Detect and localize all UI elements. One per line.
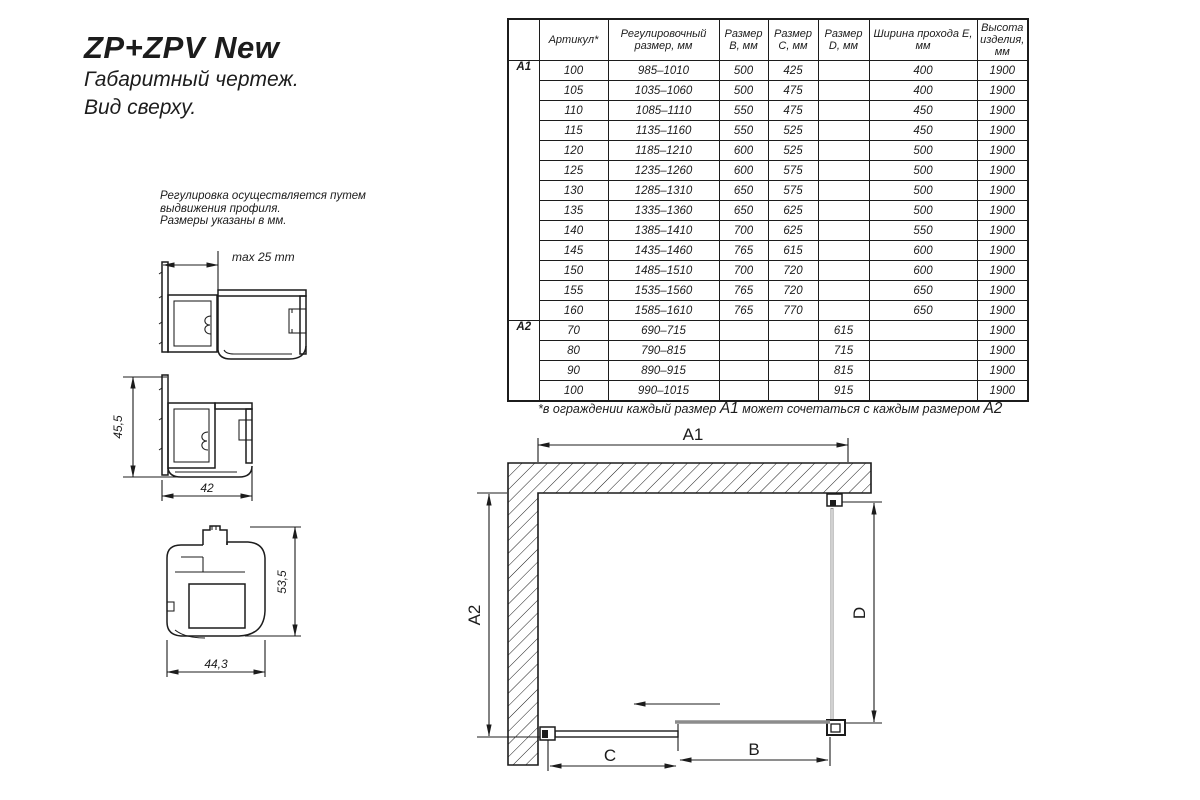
table-cell: 125 [539, 161, 608, 181]
table-cell [818, 241, 869, 261]
table-row [508, 341, 1028, 361]
table-cell: 1900 [977, 141, 1028, 161]
walls-hatched [508, 463, 871, 765]
table-cell: 815 [818, 361, 869, 381]
dim-label-height2: 45,5 [111, 415, 125, 439]
table-cell: 890–915 [608, 361, 719, 381]
table-cell: 475 [768, 81, 818, 101]
table-cell [818, 161, 869, 181]
table-row [508, 321, 1028, 341]
wall-profile2-outline [159, 375, 252, 477]
table-row [508, 221, 1028, 241]
note-line3: Размеры указаны в мм. [160, 215, 287, 227]
table-cell: 525 [768, 141, 818, 161]
table-cell: 500 [719, 81, 768, 101]
model-title: ZP+ZPV New [84, 30, 280, 65]
footnote-a1: А1 [719, 400, 739, 417]
table-cell: 690–715 [608, 321, 719, 341]
table-cell [818, 81, 869, 101]
table-cell: 575 [768, 181, 818, 201]
table-cell: 720 [768, 261, 818, 281]
table-cell: 1900 [977, 281, 1028, 301]
table-body [508, 61, 1028, 402]
plan-label-a2: A2 [465, 604, 484, 626]
table-cell [818, 201, 869, 221]
dimension-a1 [538, 425, 848, 462]
table-cell: 715 [818, 341, 869, 361]
dim-label-width2: 42 [200, 481, 214, 495]
table-cell: 985–1010 [608, 61, 719, 81]
table-cell: 145 [539, 241, 608, 261]
size-table [507, 18, 1029, 402]
table-cell: 765 [719, 281, 768, 301]
table-cell: 550 [719, 101, 768, 121]
table-cell: 550 [719, 121, 768, 141]
table-row [508, 361, 1028, 381]
table-cell: 1085–1110 [608, 101, 719, 121]
table-cell: 120 [539, 141, 608, 161]
table-cell [869, 361, 977, 381]
note-line2: выдвижения профиля. [160, 202, 281, 215]
table-cell: 625 [768, 221, 818, 241]
table-cell: 1185–1210 [608, 141, 719, 161]
table-row [508, 201, 1028, 221]
table-cell: 130 [539, 181, 608, 201]
dimension-c [548, 740, 676, 771]
plan-label-c: C [603, 746, 617, 765]
dimension-b [680, 737, 830, 766]
table-cell: 765 [719, 301, 768, 321]
table-cell: 990–1015 [608, 381, 719, 402]
table-cell [719, 381, 768, 402]
table-cell: 1900 [977, 61, 1028, 81]
footnote-a2: А2 [983, 400, 1003, 417]
table-cell: 915 [818, 381, 869, 402]
table-cell: 1900 [977, 221, 1028, 241]
table-row [508, 261, 1028, 281]
corner-bracket-top [827, 494, 842, 506]
table-cell: 1235–1260 [608, 161, 719, 181]
table-cell: 1385–1410 [608, 221, 719, 241]
footnote-text1: *в ограждении каждый размер [538, 402, 720, 416]
plan-label-a1: A1 [682, 425, 704, 444]
subtitle-line2: Вид сверху. [84, 96, 197, 119]
table-cell [869, 341, 977, 361]
table-cell: 700 [719, 261, 768, 281]
table-cell: 1900 [977, 321, 1028, 341]
table-row [508, 121, 1028, 141]
table-cell [768, 321, 818, 341]
dim-label-height3: 53,5 [275, 570, 289, 594]
table-cell [719, 341, 768, 361]
table-cell: 790–815 [608, 341, 719, 361]
header-size-b: Размер B, мм [719, 19, 768, 61]
table-cell: 500 [869, 161, 977, 181]
table-cell: 1585–1610 [608, 301, 719, 321]
table-cell: 1435–1460 [608, 241, 719, 261]
header-articul: Артикул* [539, 19, 608, 61]
table-cell: 450 [869, 101, 977, 121]
table-row [508, 301, 1028, 321]
table-cell: 575 [768, 161, 818, 181]
table-cell: 100 [539, 61, 608, 81]
table-cell: 650 [869, 301, 977, 321]
table-cell: 500 [869, 141, 977, 161]
table-cell [768, 381, 818, 402]
profile-section-3 [145, 512, 320, 692]
table-cell: 80 [539, 341, 608, 361]
dimension-44-3 [167, 640, 265, 677]
table-cell: 600 [869, 241, 977, 261]
table-cell: 1900 [977, 81, 1028, 101]
table-cell: 1900 [977, 201, 1028, 221]
table-cell: 600 [869, 261, 977, 281]
table-cell: 105 [539, 81, 608, 101]
header-height: Высота изделия, мм [977, 19, 1028, 61]
table-cell: 1900 [977, 361, 1028, 381]
table-cell [818, 121, 869, 141]
table-row [508, 161, 1028, 181]
table-cell: 500 [869, 181, 977, 201]
table-row [508, 181, 1028, 201]
table-row [508, 281, 1028, 301]
table-cell [719, 361, 768, 381]
table-row [508, 241, 1028, 261]
table-cell [818, 281, 869, 301]
header-group [508, 19, 539, 61]
table-cell: 650 [719, 181, 768, 201]
table-cell [818, 61, 869, 81]
header-size-c: Размер C, мм [768, 19, 818, 61]
table-cell: 1900 [977, 261, 1028, 281]
note-line1: Регулировка осуществляется путем [160, 190, 366, 202]
table-cell: 1900 [977, 341, 1028, 361]
plan-label-d: D [850, 606, 869, 620]
table-cell: 600 [719, 161, 768, 181]
table-cell: 1135–1160 [608, 121, 719, 141]
row-group-label: А2 [508, 321, 539, 402]
dim-label-width3: 44,3 [204, 657, 228, 671]
table-cell: 650 [869, 281, 977, 301]
table-cell: 1900 [977, 241, 1028, 261]
table-cell: 135 [539, 201, 608, 221]
table-cell: 70 [539, 321, 608, 341]
table-cell: 550 [869, 221, 977, 241]
table-cell: 150 [539, 261, 608, 281]
table-cell [818, 221, 869, 241]
table-cell: 90 [539, 361, 608, 381]
row-group-label: А1 [508, 61, 539, 321]
dimension-max-25mm [163, 250, 295, 291]
subtitle-line1: Габаритный чертеж. [84, 68, 299, 91]
table-row [508, 141, 1028, 161]
table-cell: 140 [539, 221, 608, 241]
table-cell: 650 [719, 201, 768, 221]
table-cell: 400 [869, 61, 977, 81]
table-header-row [508, 19, 1028, 61]
table-cell: 1035–1060 [608, 81, 719, 101]
door-profile3-outline [167, 526, 265, 638]
table-cell: 115 [539, 121, 608, 141]
dimension-d [837, 502, 882, 723]
table-cell: 155 [539, 281, 608, 301]
table-cell: 765 [719, 241, 768, 261]
table-cell: 400 [869, 81, 977, 101]
table-cell [869, 321, 977, 341]
table-row [508, 61, 1028, 81]
header-pass-width: Ширина прохода E, мм [869, 19, 977, 61]
table-cell: 1285–1310 [608, 181, 719, 201]
table-cell [818, 301, 869, 321]
table-cell [818, 181, 869, 201]
table-cell: 1900 [977, 381, 1028, 402]
table-cell: 525 [768, 121, 818, 141]
table-cell: 160 [539, 301, 608, 321]
table-cell [818, 101, 869, 121]
table-cell: 450 [869, 121, 977, 141]
table-cell: 600 [719, 141, 768, 161]
table-cell: 1900 [977, 301, 1028, 321]
table-cell: 1900 [977, 181, 1028, 201]
door-profile-outline [218, 290, 306, 359]
title-block [84, 30, 299, 122]
table-cell: 1335–1360 [608, 201, 719, 221]
table-cell: 425 [768, 61, 818, 81]
table-cell: 500 [869, 201, 977, 221]
table-cell: 1900 [977, 161, 1028, 181]
profile-section-1 [140, 238, 335, 370]
table-cell [869, 381, 977, 402]
table-cell: 625 [768, 201, 818, 221]
table-cell: 1900 [977, 101, 1028, 121]
footnote-text2: может сочетаться с каждым размером [738, 402, 984, 416]
table-cell [818, 141, 869, 161]
table-cell [719, 321, 768, 341]
plan-label-b: B [748, 740, 760, 759]
wall-profile-outline [159, 262, 217, 352]
dimension-42 [162, 466, 252, 501]
header-adjust-size: Регулировочный размер, мм [608, 19, 719, 61]
table-cell: 1535–1560 [608, 281, 719, 301]
table-cell: 700 [719, 221, 768, 241]
table-cell [768, 341, 818, 361]
header-size-d: Размер D, мм [818, 19, 869, 61]
table-cell: 100 [539, 381, 608, 402]
table-cell: 110 [539, 101, 608, 121]
table-cell: 500 [719, 61, 768, 81]
dim-label-max25: max 25 mm [232, 250, 295, 264]
table-cell [768, 361, 818, 381]
adjustment-note [160, 190, 366, 228]
table-cell: 720 [768, 281, 818, 301]
table-cell: 770 [768, 301, 818, 321]
table-cell: 615 [818, 321, 869, 341]
table-cell [818, 261, 869, 281]
table-cell: 475 [768, 101, 818, 121]
table-row [508, 101, 1028, 121]
table-row [508, 381, 1028, 402]
table-row [508, 81, 1028, 101]
profile-section-2 [105, 368, 270, 506]
table-cell: 1900 [977, 121, 1028, 141]
plan-view [460, 423, 900, 795]
table-cell: 615 [768, 241, 818, 261]
table-footnote [538, 400, 1002, 418]
table-cell: 1485–1510 [608, 261, 719, 281]
